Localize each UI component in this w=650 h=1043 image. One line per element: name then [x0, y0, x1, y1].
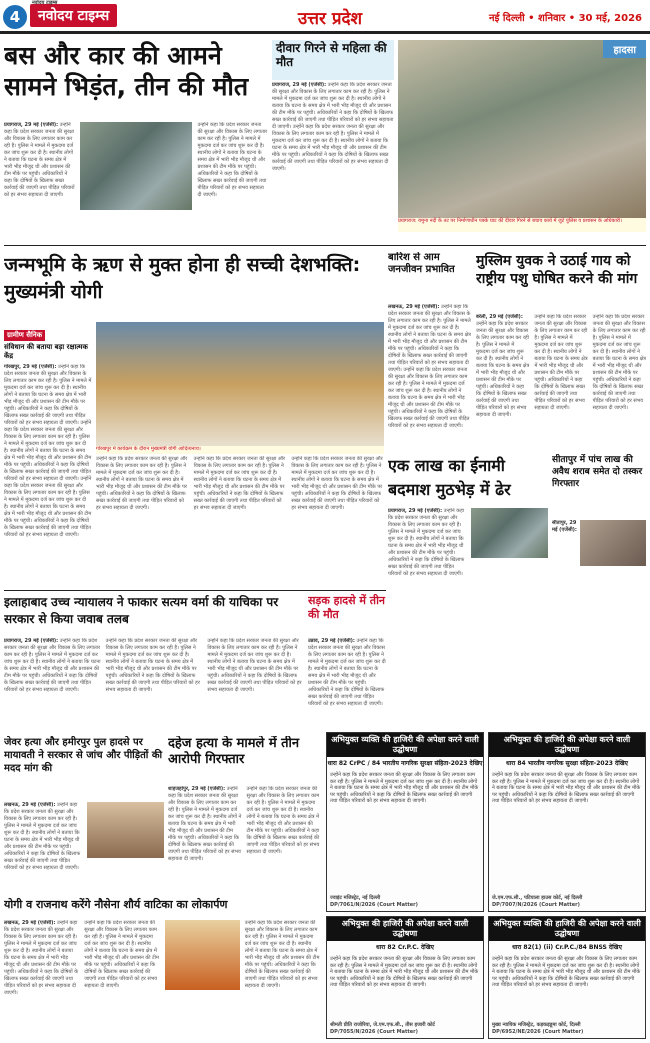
- hadsa-photo: [398, 40, 646, 218]
- sitapur-photo: [580, 520, 646, 566]
- court-notice-1: [326, 732, 484, 912]
- mayawati-photo: [87, 802, 165, 858]
- mayawati-headline-box: [4, 736, 164, 800]
- wall-headline-box: [272, 40, 394, 80]
- divider: [4, 245, 646, 246]
- court-notice-3: [326, 916, 484, 1039]
- dowry-dateline: शाहजहांपुर, 29 मई (एजेंसी):: [168, 786, 226, 792]
- body-text: उन्होंने कहा कि प्रदेश सरकार जनता की सुरक्षा और विकास के लिए लगातार काम कर रही है। पुलिस ने मामले में मुकदमा दर्ज कर जांच शुरू कर दी है। स्थानीय लोगों ने बताया कि घटना के समय क्षेत्र में भारी भीड़ मौजूद थी और प्रशासन की टीम मौके पर पहुंची। अधिकारियों ने कहा कि दोषियों के खिलाफ सख्त कार्रवाई की जाएगी तथा पीड़ित परिवारों को हर संभव सहायता दी जाएगी।: [476, 321, 530, 418]
- body-text: उन्होंने कहा कि प्रदेश सरकार जनता की सुरक्षा और विकास के लिए लगातार काम कर रही है। पुलिस ने मामले में मुकदमा दर्ज कर जांच शुरू कर दी है। स्थानीय लोगों ने बताया कि घटना के समय क्षेत्र में भारी भीड़ मौजूद थी और प्रशासन की टीम मौके पर पहुंची। अधिकारियों ने कहा कि दोषियों के खिलाफ सख्त कार्रवाई की जाएगी तथा पीड़ित परिवारों को हर संभव सहायता दी जाएगी।: [492, 772, 641, 804]
- rain-body: [388, 304, 472, 444]
- muslim-headline: मुस्लिम युवक ने उठाई गाय को राष्ट्रीय पशु घोषित करने की मांग: [476, 253, 638, 287]
- hadsa-photo-block: [398, 40, 646, 232]
- body-text: उन्होंने कहा कि प्रदेश सरकार जनता की सुरक्षा और विकास के लिए लगातार काम कर रही है। पुलिस ने मामले में मुकदमा दर्ज कर जांच शुरू कर दी है। स्थानीय लोगों ने बताया कि घटना के समय क्षेत्र में भारी भीड़ मौजूद थी और प्रशासन की टीम मौके पर पहुंची। अधिकारियों ने कहा कि दोषियों के खिलाफ सख्त कार्रवाई की जाएगी तथा पीड़ित परिवारों को हर संभव सहायता दी जाएगी।: [492, 956, 641, 988]
- sitapur-headline: सीतापुर में पांच लाख की अवैध शराब समेत दो तस्कर गिरफ्तार: [552, 455, 643, 489]
- muslim-headline-box: [476, 252, 646, 312]
- wall-dateline: प्रयागराज, 29 मई (एजेंसी):: [272, 82, 327, 88]
- highcourt-headline: इलाहाबाद उच्च न्यायालय ने फाकार सत्यम वर्मा की याचिका पर सरकार से किया जवाब तलब: [4, 595, 279, 626]
- encounter-dateline: प्रयागराज, 29 मई (एजेंसी):: [388, 508, 443, 514]
- yogi-rajnath-body: [4, 920, 320, 1038]
- body-text: उन्होंने कहा कि प्रदेश सरकार जनता की सुरक्षा और विकास के लिए लगातार काम कर रही है। पुलिस ने मामले में मुकदमा दर्ज कर जांच शुरू कर दी है। स्थानीय लोगों ने बताया कि घटना के समय क्षेत्र में भारी भीड़ मौजूद थी और प्रशासन की टीम मौके पर पहुंची। अधिकारियों ने कहा कि दोषियों के खिलाफ सख्त कार्रवाई की जाएगी तथा पीड़ित परिवारों को हर संभव सहायता दी जाएगी।: [272, 82, 394, 130]
- notice-heading: अभियुक्त व्यक्ति की हाजिरी की अपेक्षा करने वाली उद्घोषणा: [489, 917, 645, 941]
- notice-subheading: धारा 82 CrPC / 84 भारतीय नागरिक सुरक्षा संहिता-2023 देखिए: [327, 760, 483, 767]
- yogi-rajnath-dateline: लखनऊ, 29 मई (एजेंसी):: [4, 920, 56, 926]
- yogi-photo: [96, 322, 384, 446]
- body-text: उन्होंने कहा कि प्रदेश सरकार जनता की सुरक्षा और विकास के लिए लगातार काम कर रही है। पुलिस ने मामले में मुकदमा दर्ज कर जांच शुरू कर दी है। स्थानीय लोगों ने बताया कि घटना के समय क्षेत्र में भारी भीड़ मौजूद थी और प्रशासन की टीम मौके पर पहुंची। अधिकारियों ने कहा कि दोषियों के खिलाफ सख्त कार्रवाई की जाएगी तथा पीड़ित परिवारों को हर संभव सहायता दी जाएगी।: [4, 122, 75, 198]
- sitapur-dateline: सीतापुर, 29 मई (एजेंसी):: [552, 520, 577, 533]
- notice-ref: DP/6952/NE/2026 (Court Matter): [492, 1028, 584, 1035]
- body-text: उन्होंने कहा कि प्रदेश सरकार जनता की सुरक्षा और विकास के लिए लगातार काम कर रही है। पुलिस ने मामले में मुकदमा दर्ज कर जांच शुरू कर दी है। स्थानीय लोगों ने बताया कि घटना के समय क्षेत्र में भारी भीड़ मौजूद थी और प्रशासन की टीम मौके पर पहुंची। अधिकारियों ने कहा कि दोषियों के खिलाफ सख्त कार्रवाई की जाएगी तथा पीड़ित परिवारों को हर संभव सहायता दी जाएगी।: [291, 456, 383, 511]
- muslim-dateline: बरेली, 29 मई (एजेंसी):: [476, 314, 523, 320]
- dowry-headline-box: [168, 736, 320, 784]
- notice-heading: अभियुक्त की हाजिरी की अपेक्षा करने वाली उद्घोषणा: [327, 917, 483, 941]
- rain-dateline: लखनऊ, 29 मई (एजेंसी):: [388, 304, 440, 310]
- yogi-rajnath-headline: योगी व राजनाथ करेंगे नौसेना शौर्य वाटिका का लोकार्पण: [4, 898, 228, 911]
- notice-subheading: धारा 84 भारतीय नागरिक सुरक्षा संहिता-2023 देखिए: [506, 760, 628, 767]
- mayawati-body: [4, 802, 164, 892]
- notice-signature: मुख्य न्यायिक मजिस्ट्रेट, कड़कड़डूमा कोर्ट, दिल्ली: [492, 1022, 581, 1028]
- yogi-body: [96, 456, 384, 586]
- road-dateline: उन्नाव, 29 मई (एजेंसी):: [308, 638, 355, 644]
- bus-car-headline: बस और कार की आमने सामने भिड़ंत, तीन की मौत: [4, 41, 249, 101]
- encounter-headline: एक लाख का ईनामी बदमाश मुठभेड़ में ढेर: [388, 456, 511, 499]
- yogi-headline-box: [4, 252, 384, 318]
- body-text: उन्होंने कहा कि प्रदेश सरकार जनता की सुरक्षा और विकास के लिए लगातार काम कर रही है। पुलिस ने मामले में मुकदमा दर्ज कर जांच शुरू कर दी है। स्थानीय लोगों ने बताया कि घटना के समय क्षेत्र में भारी भीड़ मौजूद थी और प्रशासन की टीम मौके पर पहुंची। अधिकारियों ने कहा कि दोषियों के खिलाफ सख्त कार्रवाई की जाएगी तथा पीड़ित परिवारों को हर संभव सहायता दी जाएगी।: [330, 772, 479, 804]
- body-text: उन्होंने कहा कि प्रदेश सरकार जनता की सुरक्षा और विकास के लिए लगातार काम कर रही है। पुलिस ने मामले में मुकदमा दर्ज कर जांच शुरू कर दी है। स्थानीय लोगों ने बताया कि घटना के समय क्षेत्र में भारी भीड़ मौजूद थी और प्रशासन की टीम मौके पर पहुंची। अधिकारियों ने कहा कि दोषियों के खिलाफ सख्त कार्रवाई की जाएगी तथा पीड़ित परिवारों को हर संभव सहायता दी जाएगी।: [197, 122, 268, 198]
- body-text: उन्होंने कहा कि प्रदेश सरकार जनता की सुरक्षा और विकास के लिए लगातार काम कर रही है। पुलिस ने मामले में मुकदमा दर्ज कर जांच शुरू कर दी है। स्थानीय लोगों ने बताया कि घटना के समय क्षेत्र में भारी भीड़ मौजूद थी और प्रशासन की टीम मौके पर पहुंची। अधिकारियों ने कहा कि दोषियों के खिलाफ सख्त कार्रवाई की जाएगी तथा पीड़ित परिवारों को हर संभव सहायता दी जाएगी।: [388, 508, 465, 577]
- body-text: उन्होंने कहा कि प्रदेश सरकार जनता की सुरक्षा और विकास के लिए लगातार काम कर रही है। पुलिस ने मामले में मुकदमा दर्ज कर जांच शुरू कर दी है। स्थानीय लोगों ने बताया कि घटना के समय क्षेत्र में भारी भीड़ मौजूद थी और प्रशासन की टीम मौके पर पहुंची। अधिकारियों ने कहा कि दोषियों के खिलाफ सख्त कार्रवाई की जाएगी तथा पीड़ित परिवारों को हर संभव सहायता दी जाएगी।: [4, 802, 81, 871]
- bus-car-photo: [80, 122, 193, 210]
- body-text: उन्होंने कहा कि प्रदेश सरकार जनता की सुरक्षा और विकास के लिए लगातार काम कर रही है। पुलिस ने मामले में मुकदमा दर्ज कर जांच शुरू कर दी है। स्थानीय लोगों ने बताया कि घटना के समय क्षेत्र में भारी भीड़ मौजूद थी और प्रशासन की टीम मौके पर पहुंची। अधिकारियों ने कहा कि दोषियों के खिलाफ सख्त कार्रवाई की जाएगी तथा पीड़ित परिवारों को हर संभव सहायता दी जाएगी।: [4, 364, 92, 426]
- court-notice-2: [488, 732, 646, 912]
- body-text: उन्होंने कहा कि प्रदेश सरकार जनता की सुरक्षा और विकास के लिए लगातार काम कर रही है। पुलिस ने मामले में मुकदमा दर्ज कर जांच शुरू कर दी है। स्थानीय लोगों ने बताया कि घटना के समय क्षेत्र में भारी भीड़ मौजूद थी और प्रशासन की टीम मौके पर पहुंची। अधिकारियों ने कहा कि दोषियों के खिलाफ सख्त कार्रवाई की जाएगी तथा पीड़ित परिवारों को हर संभव सहायता दी जाएगी।: [168, 786, 242, 862]
- issue-date: नई दिल्ली • शनिवार • 30 मई, 2026: [488, 13, 642, 24]
- notice-heading: अभियुक्त व्यक्ति की हाजिरी की अपेक्षा करने वाली उद्घोषणा: [327, 733, 483, 757]
- divider: [4, 590, 386, 591]
- body-text: उन्होंने कहा कि प्रदेश सरकार जनता की सुरक्षा और विकास के लिए लगातार काम कर रही है। पुलिस ने मामले में मुकदमा दर्ज कर जांच शुरू कर दी है। स्थानीय लोगों ने बताया कि घटना के समय क्षेत्र में भारी भीड़ मौजूद थी और प्रशासन की टीम मौके पर पहुंची। अधिकारियों ने कहा कि दोषियों के खिलाफ सख्त कार्रवाई की जाएगी तथा पीड़ित परिवारों को हर संभव सहायता दी जाएगी।: [4, 420, 92, 482]
- body-text: उन्होंने कहा कि प्रदेश सरकार जनता की सुरक्षा और विकास के लिए लगातार काम कर रही है। पुलिस ने मामले में मुकदमा दर्ज कर जांच शुरू कर दी है। स्थानीय लोगों ने बताया कि घटना के समय क्षेत्र में भारी भीड़ मौजूद थी और प्रशासन की टीम मौके पर पहुंची। अधिकारियों ने कहा कि दोषियों के खिलाफ सख्त कार्रवाई की जाएगी तथा पीड़ित परिवारों को हर संभव सहायता दी जाएगी।: [592, 314, 646, 411]
- masthead: [0, 0, 650, 34]
- mayawati-headline: जेवर हत्या और हमीरपुर पुल हादसे पर मायावती ने सरकार से जांच और पीड़ितों की मदद मांग की: [4, 737, 163, 774]
- yogi-rajnath-photo: [165, 920, 240, 990]
- body-text: उन्होंने कहा कि प्रदेश सरकार जनता की सुरक्षा और विकास के लिए लगातार काम कर रही है। पुलिस ने मामले में मुकदमा दर्ज कर जांच शुरू कर दी है। स्थानीय लोगों ने बताया कि घटना के समय क्षेत्र में भारी भीड़ मौजूद थी और प्रशासन की टीम मौके पर पहुंची। अधिकारियों ने कहा कि दोषियों के खिलाफ सख्त कार्रवाई की जाएगी तथा पीड़ित परिवारों को हर संभव सहायता दी जाएगी।: [96, 456, 188, 511]
- body-text: उन्होंने कहा कि प्रदेश सरकार जनता की सुरक्षा और विकास के लिए लगातार काम कर रही है। पुलिस ने मामले में मुकदमा दर्ज कर जांच शुरू कर दी है। स्थानीय लोगों ने बताया कि घटना के समय क्षेत्र में भारी भीड़ मौजूद थी और प्रशासन की टीम मौके पर पहुंची। अधिकारियों ने कहा कि दोषियों के खिलाफ सख्त कार्रवाई की जाएगी तथा पीड़ित परिवारों को हर संभव सहायता दी जाएगी।: [84, 920, 159, 989]
- notice-subheading: धारा 82(1) (ii) Cr.P.C./84 BNSS देखिए: [512, 944, 622, 951]
- notice-ref: DP/7007/N/2026 (Court Matter): [492, 901, 580, 908]
- notice-signature: ज्वाइंट मजिस्ट्रेट, नई दिल्ली: [330, 895, 381, 901]
- highcourt-dateline: प्रयागराज, 29 मई (एजेंसी):: [4, 638, 59, 644]
- notice-subheading: धारा 82 Cr.P.C. देखिए: [376, 944, 434, 951]
- mayawati-dateline: लखनऊ, 29 मई (एजेंसी):: [4, 802, 56, 808]
- paper-name: नवोदय टाइम्स: [38, 8, 110, 24]
- body-text: उन्होंने कहा कि प्रदेश सरकार जनता की सुरक्षा और विकास के लिए लगातार काम कर रही है। पुलिस ने मामले में मुकदमा दर्ज कर जांच शुरू कर दी है। स्थानीय लोगों ने बताया कि घटना के समय क्षेत्र में भारी भीड़ मौजूद थी और प्रशासन की टीम मौके पर पहुंची। अधिकारियों ने कहा कि दोषियों के खिलाफ सख्त कार्रवाई की जाएगी तथा पीड़ित परिवारों को हर संभव सहायता दी जाएगी।: [4, 476, 92, 538]
- body-text: उन्होंने कहा कि प्रदेश सरकार जनता की सुरक्षा और विकास के लिए लगातार काम कर रही है। पुलिस ने मामले में मुकदमा दर्ज कर जांच शुरू कर दी है। स्थानीय लोगों ने बताया कि घटना के समय क्षेत्र में भारी भीड़ मौजूद थी और प्रशासन की टीम मौके पर पहुंची। अधिकारियों ने कहा कि दोषियों के खिलाफ सख्त कार्रवाई की जाएगी तथा पीड़ित परिवारों को हर संभव सहायता दी जाएगी।: [105, 638, 200, 693]
- paper-logo: [30, 0, 117, 27]
- encounter-headline-box: [388, 454, 528, 506]
- sitapur-headline-box: [552, 454, 646, 518]
- wall-body: [272, 82, 394, 242]
- road-headline: सड़क हादसे में तीन की मौत: [308, 594, 386, 621]
- notice-signature: श्रीमती प्रीति राजोरिया, जे.एम.एफ.सी., तीस हजारी कोर्ट: [330, 1022, 435, 1028]
- notice-signature: जे.एम.एफ.सी., पटियाला हाउस कोर्ट, नई दिल्ली: [492, 895, 583, 901]
- body-text: उन्होंने कहा कि प्रदेश सरकार जनता की सुरक्षा और विकास के लिए लगातार काम कर रही है। पुलिस ने मामले में मुकदमा दर्ज कर जांच शुरू कर दी है। स्थानीय लोगों ने बताया कि घटना के समय क्षेत्र में भारी भीड़ मौजूद थी और प्रशासन की टीम मौके पर पहुंची। अधिकारियों ने कहा कि दोषियों के खिलाफ सख्त कार्रवाई की जाएगी तथा पीड़ित परिवारों को हर संभव सहायता दी जाएगी।: [207, 638, 302, 693]
- notice-heading: अभियुक्त की हाजिरी की अपेक्षा करने वाली उद्घोषणा: [489, 733, 645, 757]
- rain-headline-box: [388, 252, 472, 302]
- highcourt-body: [4, 638, 304, 730]
- page-number: 4: [3, 5, 27, 29]
- body-text: उन्होंने कहा कि प्रदेश सरकार जनता की सुरक्षा और विकास के लिए लगातार काम कर रही है। पुलिस ने मामले में मुकदमा दर्ज कर जांच शुरू कर दी है। स्थानीय लोगों ने बताया कि घटना के समय क्षेत्र में भारी भीड़ मौजूद थी और प्रशासन की टीम मौके पर पहुंची। अधिकारियों ने कहा कि दोषियों के खिलाफ सख्त कार्रवाई की जाएगी तथा पीड़ित परिवारों को हर संभव सहायता दी जाएगी।: [246, 786, 320, 855]
- body-text: उन्होंने कहा कि प्रदेश सरकार जनता की सुरक्षा और विकास के लिए लगातार काम कर रही है। पुलिस ने मामले में मुकदमा दर्ज कर जांच शुरू कर दी है। स्थानीय लोगों ने बताया कि घटना के समय क्षेत्र में भारी भीड़ मौजूद थी और प्रशासन की टीम मौके पर पहुंची। अधिकारियों ने कहा कि दोषियों के खिलाफ सख्त कार्रवाई की जाएगी तथा पीड़ित परिवारों को हर संभव सहायता दी जाएगी।: [330, 956, 479, 988]
- body-text: उन्होंने कहा कि प्रदेश सरकार जनता की सुरक्षा और विकास के लिए लगातार काम कर रही है। पुलिस ने मामले में मुकदमा दर्ज कर जांच शुरू कर दी है। स्थानीय लोगों ने बताया कि घटना के समय क्षेत्र में भारी भीड़ मौजूद थी और प्रशासन की टीम मौके पर पहुंची। अधिकारियों ने कहा कि दोषियों के खिलाफ सख्त कार्रवाई की जाएगी तथा पीड़ित परिवारों को हर संभव सहायता दी जाएगी।: [4, 920, 79, 996]
- body-text: उन्होंने कहा कि प्रदेश सरकार जनता की सुरक्षा और विकास के लिए लगातार काम कर रही है। पुलिस ने मामले में मुकदमा दर्ज कर जांच शुरू कर दी है। स्थानीय लोगों ने बताया कि घटना के समय क्षेत्र में भारी भीड़ मौजूद थी और प्रशासन की टीम मौके पर पहुंची। अधिकारियों ने कहा कि दोषियों के खिलाफ सख्त कार्रवाई की जाएगी तथा पीड़ित परिवारों को हर संभव सहायता दी जाएगी।: [388, 304, 471, 373]
- body-text: उन्होंने कहा कि प्रदेश सरकार जनता की सुरक्षा और विकास के लिए लगातार काम कर रही है। पुलिस ने मामले में मुकदमा दर्ज कर जांच शुरू कर दी है। स्थानीय लोगों ने बताया कि घटना के समय क्षेत्र में भारी भीड़ मौजूद थी और प्रशासन की टीम मौके पर पहुंची। अधिकारियों ने कहा कि दोषियों के खिलाफ सख्त कार्रवाई की जाएगी तथा पीड़ित परिवारों को हर संभव सहायता दी जाएगी।: [193, 456, 286, 511]
- yogi-kicker: [4, 322, 92, 362]
- body-text: उन्होंने कहा कि प्रदेश सरकार जनता की सुरक्षा और विकास के लिए लगातार काम कर रही है। पुलिस ने मामले में मुकदमा दर्ज कर जांच शुरू कर दी है। स्थानीय लोगों ने बताया कि घटना के समय क्षेत्र में भारी भीड़ मौजूद थी और प्रशासन की टीम मौके पर पहुंची। अधिकारियों ने कहा कि दोषियों के खिलाफ सख्त कार्रवाई की जाएगी तथा पीड़ित परिवारों को हर संभव सहायता दी जाएगी।: [244, 920, 320, 989]
- encounter-body: [388, 508, 548, 586]
- body-text: उन्होंने कहा कि प्रदेश सरकार जनता की सुरक्षा और विकास के लिए लगातार काम कर रही है। पुलिस ने मामले में मुकदमा दर्ज कर जांच शुरू कर दी है। स्थानीय लोगों ने बताया कि घटना के समय क्षेत्र में भारी भीड़ मौजूद थी और प्रशासन की टीम मौके पर पहुंची। अधिकारियों ने कहा कि दोषियों के खिलाफ सख्त कार्रवाई की जाएगी तथा पीड़ित परिवारों को हर संभव सहायता दी जाएगी।: [4, 638, 101, 693]
- bus-car-dateline: प्रयागराज, 29 मई (एजेंसी):: [4, 122, 59, 128]
- yogi-caption: गोरखपुर में कार्यक्रम के दौरान मुख्यमंत्री योगी आदित्यनाथ।: [96, 446, 384, 454]
- yogi-body-col1: [4, 364, 92, 586]
- road-body: [308, 638, 388, 730]
- wall-headline: दीवार गिरने से महिला की मौत: [276, 41, 387, 69]
- yogi-rajnath-headline-box: [4, 896, 320, 918]
- hadsa-tag: हादसा: [603, 40, 646, 58]
- body-text: उन्होंने कहा कि प्रदेश सरकार जनता की सुरक्षा और विकास के लिए लगातार काम कर रही है। पुलिस ने मामले में मुकदमा दर्ज कर जांच शुरू कर दी है। स्थानीय लोगों ने बताया कि घटना के समय क्षेत्र में भारी भीड़ मौजूद थी और प्रशासन की टीम मौके पर पहुंची। अधिकारियों ने कहा कि दोषियों के खिलाफ सख्त कार्रवाई की जाएगी तथा पीड़ित परिवारों को हर संभव सहायता दी जाएगी।: [272, 124, 389, 172]
- rain-headline: बारिश से आम जनजीवन प्रभावित: [388, 252, 455, 275]
- sitapur-body: [552, 520, 578, 586]
- notice-ref: DP/7061/N/2026 (Court Matter): [330, 901, 418, 908]
- dowry-headline: दहेज हत्या के मामले में तीन आरोपी गिरफ्तार: [168, 736, 300, 767]
- yogi-dateline: गोरखपुर, 29 मई (एजेंसी):: [4, 364, 57, 370]
- paper-tagline: नवोदय टाइम्स: [32, 0, 58, 6]
- yogi-subhead: संविधान की बताया बड़ा रक्षात्मक केंद्र: [4, 343, 88, 360]
- body-text: उन्होंने कहा कि प्रदेश सरकार जनता की सुरक्षा और विकास के लिए लगातार काम कर रही है। पुलिस ने मामले में मुकदमा दर्ज कर जांच शुरू कर दी है। स्थानीय लोगों ने बताया कि घटना के समय क्षेत्र में भारी भीड़ मौजूद थी और प्रशासन की टीम मौके पर पहुंची। अधिकारियों ने कहा कि दोषियों के खिलाफ सख्त कार्रवाई की जाएगी तथा पीड़ित परिवारों को हर संभव सहायता दी जाएगी।: [308, 638, 386, 707]
- hadsa-caption: प्रयागराज: यमुना नदी के तट पर निर्माणाधीन पक्के घाट की दीवार गिरने से बचाव कार्य में जुटे पुलिस व प्रशासन के अधिकारी।: [398, 218, 646, 232]
- bus-car-body: [4, 122, 268, 242]
- dowry-body: [168, 786, 320, 892]
- highcourt-headline-box: [4, 594, 304, 634]
- section-title: उत्तर प्रदेश: [297, 9, 363, 29]
- yogi-kicker-label: ग्रामीण सैनिक: [4, 330, 45, 341]
- muslim-body: [476, 314, 646, 444]
- encounter-photo: [471, 508, 549, 558]
- road-headline-box: [308, 594, 388, 634]
- headline-bus-car: [4, 40, 268, 120]
- notice-ref: DP/7055/N/2026 (Court Matter): [330, 1028, 418, 1035]
- court-notice-4: [488, 916, 646, 1039]
- yogi-headline: जन्मभूमि के ऋण से मुक्त होना ही सच्ची देशभक्ति: मुख्यमंत्री योगी: [4, 254, 361, 303]
- body-text: उन्होंने कहा कि प्रदेश सरकार जनता की सुरक्षा और विकास के लिए लगातार काम कर रही है। पुलिस ने मामले में मुकदमा दर्ज कर जांच शुरू कर दी है। स्थानीय लोगों ने बताया कि घटना के समय क्षेत्र में भारी भीड़ मौजूद थी और प्रशासन की टीम मौके पर पहुंची। अधिकारियों ने कहा कि दोषियों के खिलाफ सख्त कार्रवाई की जाएगी तथा पीड़ित परिवारों को हर संभव सहायता दी जाएगी।: [534, 314, 588, 411]
- body-text: उन्होंने कहा कि प्रदेश सरकार जनता की सुरक्षा और विकास के लिए लगातार काम कर रही है। पुलिस ने मामले में मुकदमा दर्ज कर जांच शुरू कर दी है। स्थानीय लोगों ने बताया कि घटना के समय क्षेत्र में भारी भीड़ मौजूद थी और प्रशासन की टीम मौके पर पहुंची। अधिकारियों ने कहा कि दोषियों के खिलाफ सख्त कार्रवाई की जाएगी तथा पीड़ित परिवारों को हर संभव सहायता दी जाएगी।: [388, 367, 470, 429]
